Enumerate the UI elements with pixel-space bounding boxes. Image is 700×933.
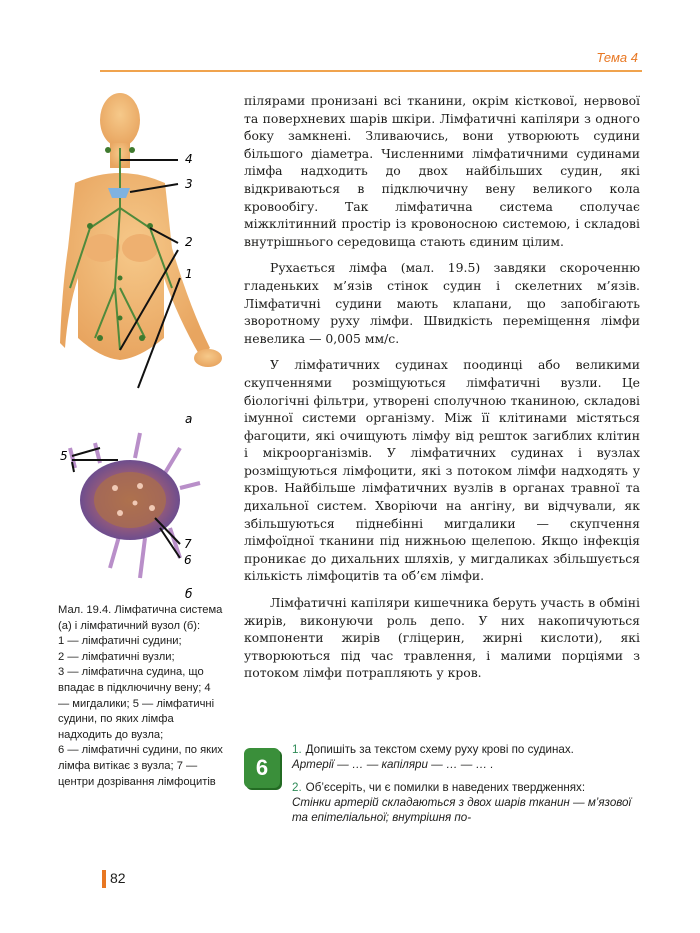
- lymphatic-figure: [60, 88, 240, 603]
- exercise-italic: Артерії — … — капіляри — … — … .: [292, 758, 494, 771]
- exercise-text: Допишіть за текстом схему руху крові по судинах.: [305, 743, 574, 756]
- page-number-marker: [102, 870, 106, 888]
- paragraph: У лімфатичних судинах поодинці або великими скупченнями розміщуються лімфатичні вузли. Це біологічні фільтри, утворені сполучною тканиною, складові імунної системи організму. Між її клітинами містяться фагоцити, які очищують лімфу від решток загиблих клітин і мікроорганізмів. У лімфатичних судинах і вузлах розміщуються лімфоцити, які з потоком лімфи надходять у кров. Найбільше лімфатичних вузлів в органах травної та дихальної систем. Хворіючи на ангіну, ви відчували, як збільшуються піднебінні мигдалики — скупчення лімфоїдної тканини під нижньою щелепою. Якщо інфекція проникає до дихальних шляхів, у мигдаликах збільшується кількість лімфоцитів та об’єм лімфи.: [244, 357, 640, 584]
- paragraph: пілярами пронизані всі тканини, окрім кісткової, нервової та поверхневих шарів шкіри. Лімфатичні капіляри з одного боку замкнені. Зливаючись, вони утворюють судини більшого діаметра. Численними лімфатичними судинами лімфа надходить до двох найбільших судин, які відкриваються в підключичну вену великого кола кровообігу. Так лімфатична система сполучає міжклітинний простір із кровоносною системою, і складові внутрішнього середовища стають єдиним цілим.: [244, 93, 640, 249]
- label-2: 2: [185, 235, 193, 249]
- exercise-item: [292, 780, 642, 825]
- caption-item: 2 — лімфатичні вузли;: [58, 650, 175, 663]
- caption-item: 3 — лімфатична судина, що впадає в підключичну вену; 4 — мигдалики; 5 — лімфатичні судини, по яких лімфа надходить до вузла;: [58, 666, 215, 741]
- exercise-number: 1.: [292, 743, 302, 756]
- exercise-badge-icon: 6: [244, 748, 280, 788]
- exercise-item: [292, 742, 642, 772]
- caption-item: 6 — лімфатичні судини, по яких лімфа витікає з вузла; 7 — центри дозрівання лімфоцитів: [58, 744, 223, 788]
- label-a: а: [185, 412, 193, 426]
- topic-label: Тема 4: [596, 50, 638, 65]
- label-1: 1: [185, 267, 193, 281]
- exercise-number: 2.: [292, 781, 302, 794]
- label-6: 6: [184, 553, 192, 567]
- paragraph: Лімфатичні капіляри кишечника беруть участь в обміні жирів, виконуючи роль депо. У них накопичуються компоненти жирів (гліцерин, жирні кислоти), які утворюються під час травлення, і малими порціями з потоком лімфи потрапляють у кров.: [244, 595, 640, 681]
- label-b: б: [185, 587, 193, 601]
- page-number: 82: [110, 870, 126, 886]
- caption-item: 1 — лімфатичні судини;: [58, 635, 182, 648]
- caption-title: Мал. 19.4. Лімфатична система (а) і лімфатичний вузол (б):: [58, 604, 223, 632]
- main-text: [244, 92, 640, 691]
- label-4: 4: [185, 152, 193, 166]
- human-body-illustration: [60, 93, 222, 367]
- exercise-text: Об’єсеріть, чи є помилки в наведених твердженнях:: [305, 781, 586, 794]
- label-3: 3: [185, 177, 193, 191]
- header-rule: [100, 70, 642, 72]
- lymph-node-illustration: [70, 433, 200, 578]
- label-7: 7: [184, 537, 192, 551]
- exercise-italic: Стінки артерій складаються з двох шарів тканин — м’язової та епітеліальної; внутрішня по-: [292, 796, 632, 824]
- figure-caption: [58, 603, 223, 790]
- label-5: 5: [60, 449, 68, 463]
- paragraph: Рухається лімфа (мал. 19.5) завдяки скороченню гладеньких м’язів стінок судин і скелетних м’язів. Лімфатичні судини мають клапани, що запобігають зворотному руху лімфи. Швидкість переміщення лімфи невелика — 0,005 мм/с.: [244, 260, 640, 346]
